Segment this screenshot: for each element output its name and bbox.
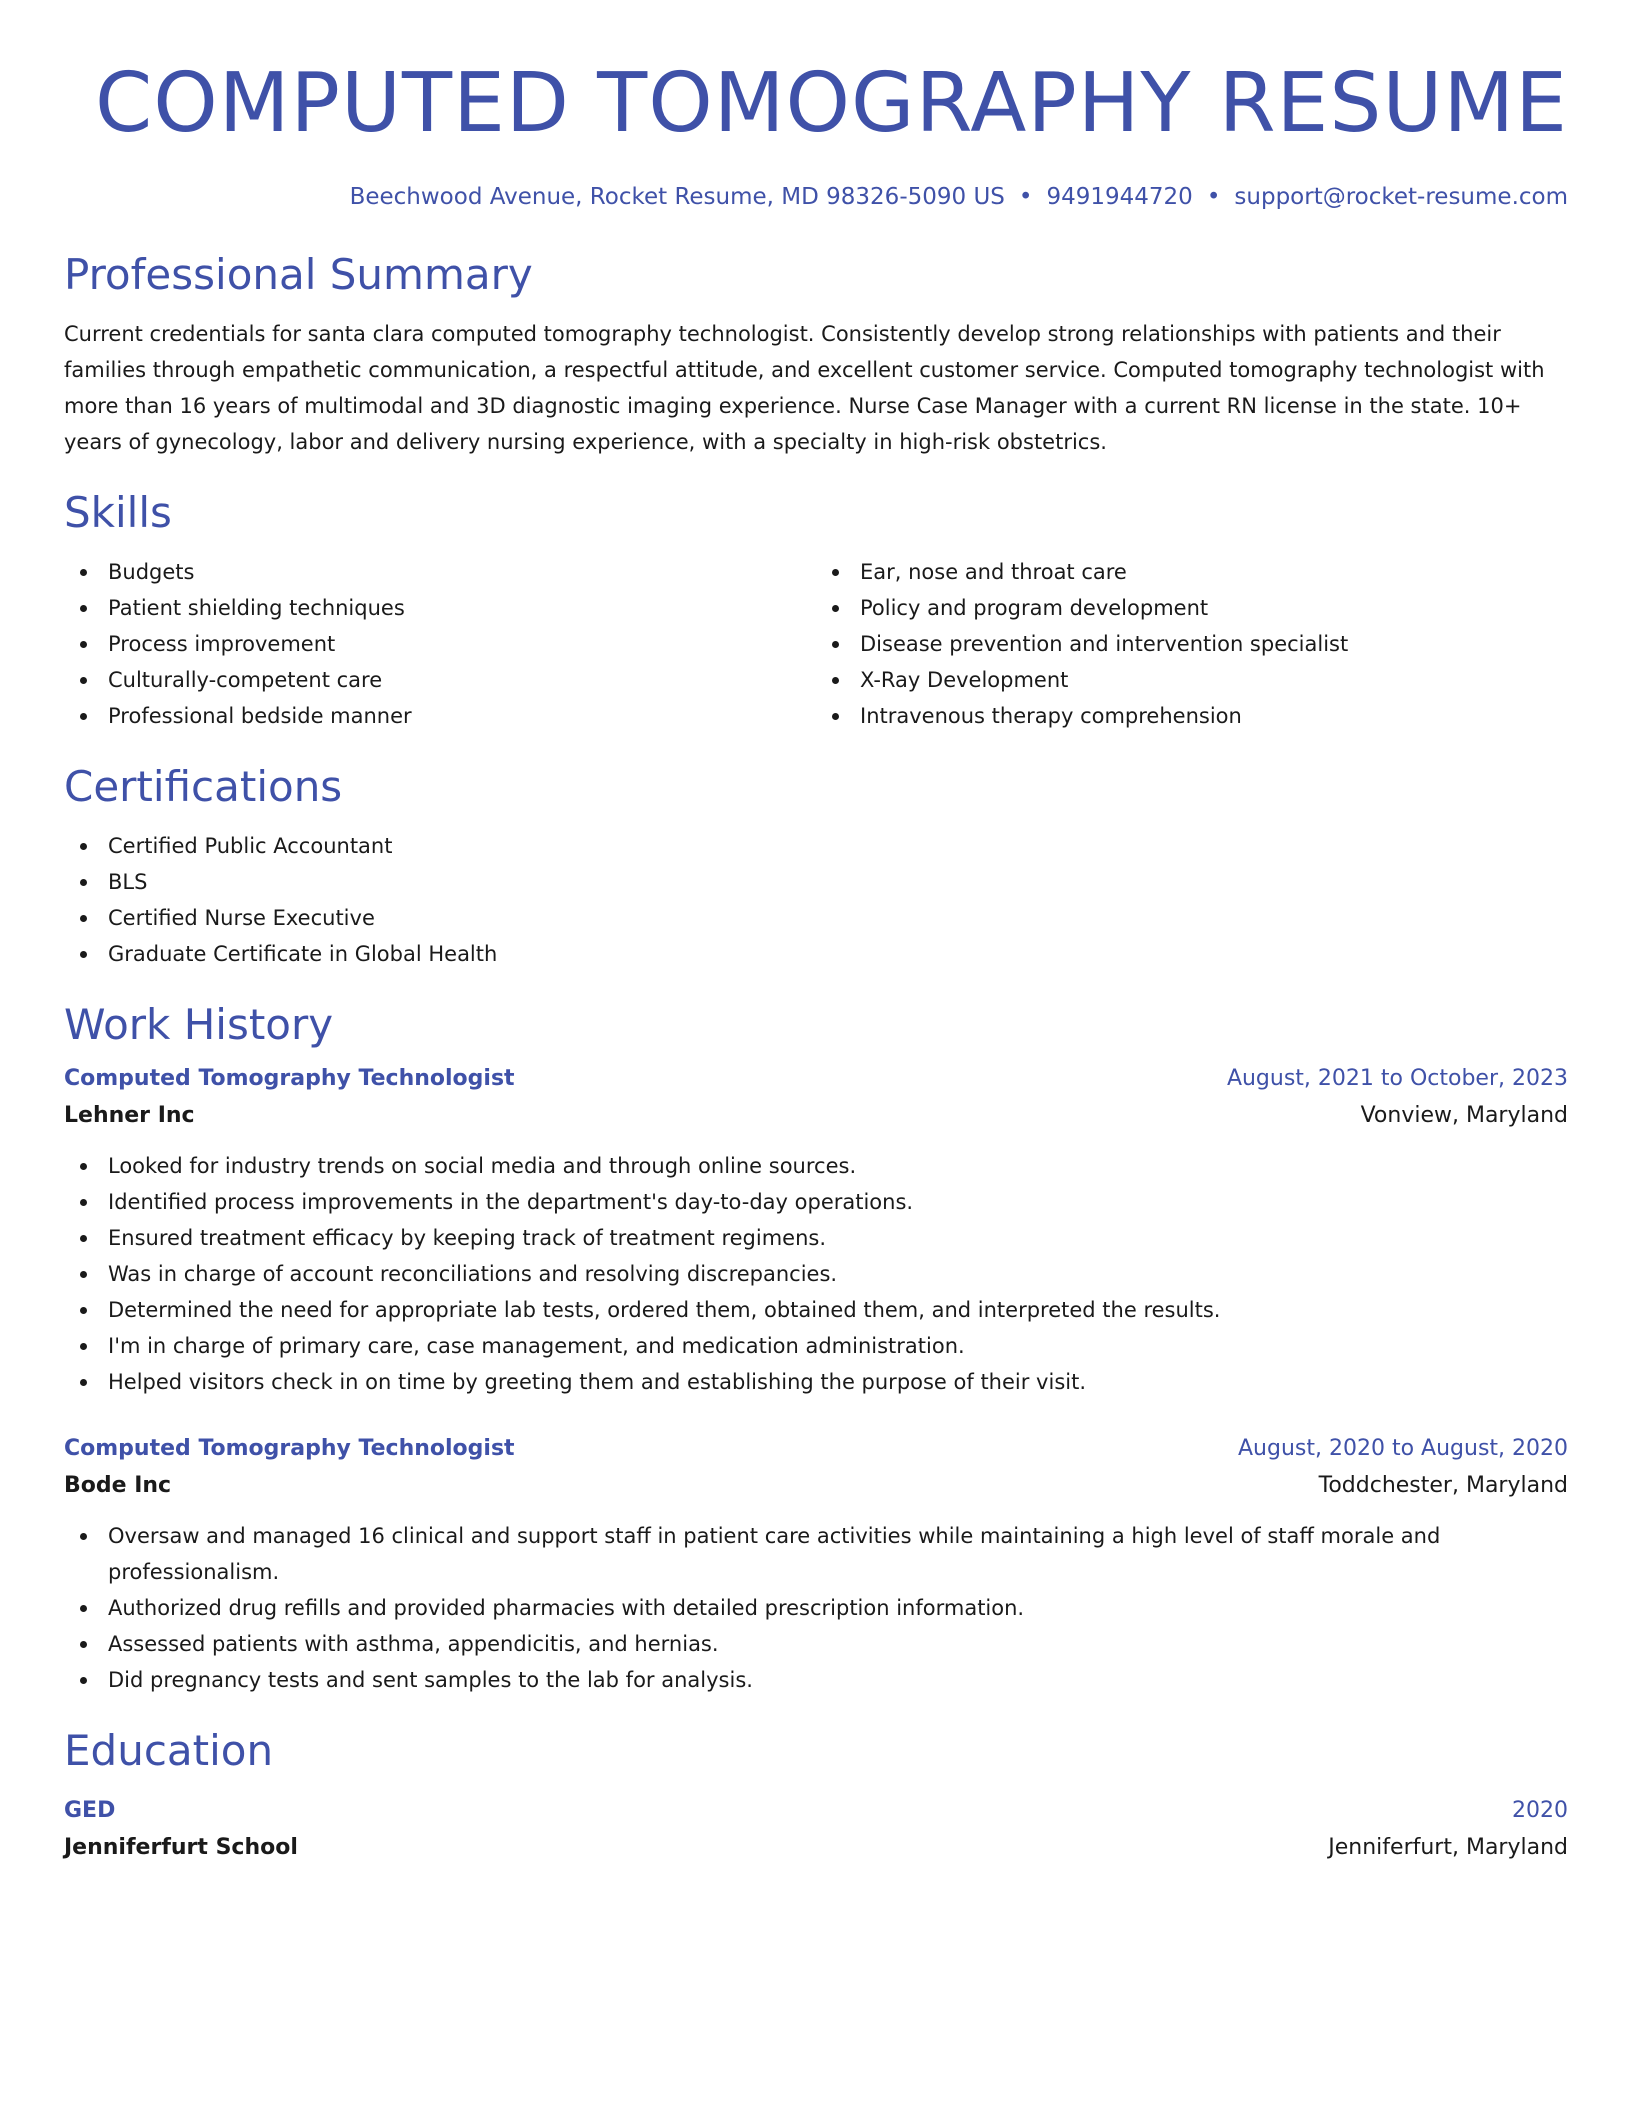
certifications-heading: Certifications [64,762,343,811]
contact-separator: • [1206,184,1221,210]
list-item: Policy and program development [816,590,1568,626]
resume-title: COMPUTED TOMOGRAPHY RESUME [94,56,1568,151]
skills-section [64,486,1568,734]
skills-list-left [64,554,816,734]
job-location: Vonview, Maryland [1360,1103,1568,1128]
job-bullets [64,1518,1568,1698]
list-item: I'm in charge of primary care, case management, and medication administration. [64,1328,1568,1364]
contact-phone: 9491944720 [1046,184,1193,210]
job-company-row [64,1466,1568,1506]
list-item: Culturally-competent care [64,662,816,698]
list-item: Assessed patients with asthma, appendicitis, and hernias. [64,1626,1568,1662]
job-company: Lehner Inc [64,1103,195,1128]
contact-line [64,182,1568,212]
contact-separator: • [1018,184,1033,210]
job-bullets [64,1148,1568,1400]
certifications-section [64,760,1568,972]
list-item: Ensured treatment efficacy by keeping track of treatment regimens. [64,1220,1568,1256]
job-location: Toddchester, Maryland [1318,1473,1568,1498]
skills-grid [64,540,1568,734]
list-item: Ear, nose and throat care [816,554,1568,590]
job-dates: August, 2021 to October, 2023 [1226,1066,1568,1091]
job-title: Computed Tomography Technologist [64,1066,515,1091]
education-heading: Education [64,1726,274,1775]
list-item: Certified Public Accountant [64,828,1568,864]
list-item: Disease prevention and intervention specialist [816,626,1568,662]
skills-heading: Skills [64,488,172,537]
list-item: Looked for industry trends on social media and through online sources. [64,1148,1568,1184]
list-item: X-Ray Development [816,662,1568,698]
contact-email[interactable]: support@rocket-resume.com [1234,184,1568,210]
education-school: Jenniferfurt School [64,1835,298,1860]
list-item: Patient shielding techniques [64,590,816,626]
education-year: 2020 [1512,1798,1568,1823]
list-item: BLS [64,864,1568,900]
list-item: Identified process improvements in the department's day-to-day operations. [64,1184,1568,1220]
contact-address: Beechwood Avenue, Rocket Resume, MD 98326-5090 US [349,184,1005,210]
work-history-section [64,998,1568,1698]
work-history-heading: Work History [64,1000,334,1049]
list-item: Graduate Certificate in Global Health [64,936,1568,972]
job-company-row [64,1096,1568,1136]
list-item: Authorized drug refills and provided pharmacies with detailed prescription information. [64,1590,1568,1626]
education-entry [64,1794,1568,1868]
certifications-list [64,828,1568,972]
list-item: Certified Nurse Executive [64,900,1568,936]
education-header-row [64,1794,1568,1828]
list-item: Determined the need for appropriate lab tests, ordered them, obtained them, and interpreted the results. [64,1292,1568,1328]
summary-section [64,248,1568,460]
education-location: Jenniferfurt, Maryland [1328,1835,1568,1860]
list-item: Did pregnancy tests and sent samples to the lab for analysis. [64,1662,1568,1698]
list-item: Budgets [64,554,816,590]
summary-heading: Professional Summary [64,250,533,299]
list-item: Helped visitors check in on time by greeting them and establishing the purpose of their visit. [64,1364,1568,1400]
list-item: Oversaw and managed 16 clinical and support staff in patient care activities while maintaining a high level of staff morale and professionalism. [64,1518,1568,1590]
job-company: Bode Inc [64,1473,172,1498]
education-degree: GED [64,1798,116,1823]
list-item: Process improvement [64,626,816,662]
job-entry [64,1432,1568,1698]
job-title: Computed Tomography Technologist [64,1436,515,1461]
list-item: Professional bedside manner [64,698,816,734]
skills-list-right [816,554,1568,734]
job-header-row [64,1432,1568,1466]
skills-column-left [64,540,816,734]
job-header-row [64,1062,1568,1096]
skills-column-right [816,540,1568,734]
education-section [64,1724,1568,1868]
list-item: Was in charge of account reconciliations and resolving discrepancies. [64,1256,1568,1292]
education-school-row [64,1828,1568,1868]
list-item: Intravenous therapy comprehension [816,698,1568,734]
summary-text: Current credentials for santa clara computed tomography technologist. Consistently develop strong relationships with patients and their families through empathetic communication, a respectful attitude, and excellent customer service. Computed tomography technologist with more than 16 years of multimodal and 3D diagnostic imaging experience. Nurse Case Manager with a current RN license in the state. 10+ years of gynecology, labor and delivery nursing experience, with a specialty in high-risk obstetrics. [64,322,1545,454]
job-dates: August, 2020 to August, 2020 [1238,1436,1568,1461]
job-entry [64,1062,1568,1400]
